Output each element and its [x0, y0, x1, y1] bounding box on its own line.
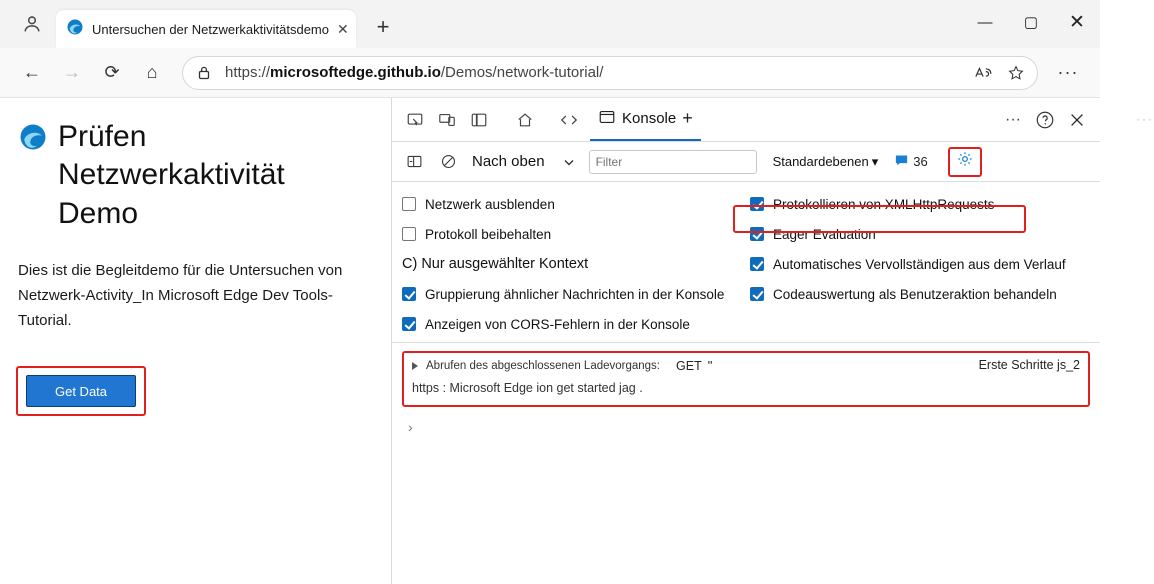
- edge-logo-icon: [66, 18, 84, 41]
- console-log-entry[interactable]: [412, 358, 1080, 373]
- browser-tab[interactable]: [56, 10, 356, 48]
- log-level-selector[interactable]: [773, 154, 879, 170]
- get-data-button[interactable]: Get Data: [26, 375, 136, 407]
- setting-label: Automatisches Vervollständigen aus dem Verlauf: [773, 256, 1066, 272]
- setting-label: Eager Evaluation: [773, 226, 876, 242]
- tab-console-label: Konsole: [622, 110, 677, 127]
- checkbox[interactable]: [750, 197, 764, 211]
- log-level-label: Standardebenen: [772, 154, 869, 169]
- settings-column-right: [750, 194, 1090, 334]
- chevron-down-icon[interactable]: [555, 149, 583, 175]
- setting-treat-eval-as-user-action[interactable]: [750, 284, 1090, 304]
- help-icon[interactable]: [1030, 106, 1060, 134]
- reload-button[interactable]: ⟳: [104, 62, 120, 82]
- setting-label: Gruppierung ähnlicher Nachrichten in der Konsole: [425, 286, 725, 302]
- demo-page: [0, 98, 392, 584]
- browser-more-button[interactable]: ···: [1057, 62, 1079, 82]
- tab-title: Untersuchen der Netzwerkaktivitätsdemo: [92, 21, 329, 37]
- setting-log-xmlhttprequests[interactable]: [750, 194, 1090, 214]
- devtools-toolbar: [392, 98, 1154, 142]
- console-log-highlight: [402, 351, 1090, 407]
- setting-label: Protokollieren von XMLHttpRequests: [773, 196, 995, 212]
- edge-logo-icon: [18, 122, 48, 162]
- checkbox[interactable]: [402, 197, 416, 211]
- content-area: [0, 98, 1154, 584]
- ghost-tab-label: ···: [1136, 112, 1154, 126]
- inspect-icon[interactable]: [400, 106, 430, 134]
- add-panel-icon[interactable]: +: [682, 108, 693, 128]
- console-output: [392, 343, 1100, 584]
- message-count[interactable]: [894, 153, 927, 171]
- window-close-button[interactable]: ✕: [1069, 11, 1085, 33]
- address-bar: [0, 48, 1100, 98]
- elements-icon[interactable]: [554, 106, 584, 134]
- settings-column-left: [402, 194, 742, 334]
- star-icon[interactable]: [1005, 64, 1027, 82]
- browser-tabstrip: [0, 0, 1100, 48]
- device-emulation-icon[interactable]: [432, 106, 462, 134]
- expand-triangle-icon[interactable]: [412, 362, 418, 370]
- console-log-url: https : Microsoft Edge ion get started jag .: [412, 381, 643, 395]
- console-log-quote: ": [707, 358, 713, 373]
- gear-icon[interactable]: [956, 150, 974, 173]
- checkbox[interactable]: [402, 227, 416, 241]
- devtools-close-icon[interactable]: [1062, 106, 1092, 134]
- message-icon: [894, 153, 909, 171]
- dock-side-icon[interactable]: [464, 106, 494, 134]
- console-prompt[interactable]: ›: [408, 419, 413, 435]
- setting-label: Protokoll beibehalten: [425, 226, 552, 242]
- back-button[interactable]: ←: [23, 62, 41, 82]
- checkbox[interactable]: [750, 227, 764, 241]
- close-icon[interactable]: ✕: [337, 20, 349, 37]
- sidebar-icon[interactable]: [400, 149, 428, 175]
- checkbox[interactable]: [750, 257, 764, 271]
- checkbox[interactable]: [402, 287, 416, 301]
- setting-autocomplete-from-history[interactable]: [750, 254, 1090, 274]
- chevron-down-icon: ▾: [871, 153, 879, 169]
- new-tab-button[interactable]: +: [376, 14, 390, 39]
- setting-label: Anzeigen von CORS-Fehlern in der Konsole: [425, 316, 690, 332]
- setting-show-cors-errors[interactable]: [402, 314, 742, 334]
- lock-icon: [193, 65, 215, 81]
- read-aloud-icon[interactable]: [973, 65, 995, 81]
- page-title-text: Prüfen Netzwerkaktivität Demo: [58, 120, 285, 230]
- setting-label: Netzwerk ausblenden: [425, 196, 555, 212]
- filter-input[interactable]: [589, 150, 757, 174]
- console-icon: [598, 108, 616, 130]
- url-text: https://microsoftedge.github.io/Demos/network-tutorial/: [225, 64, 604, 81]
- page-description: Dies ist die Begleitdemo für die Untersuchen von Netzwerk-Activity_In Microsoft Edge Dev Tools-Tutorial.: [18, 262, 343, 329]
- setting-eager-evaluation[interactable]: [750, 224, 1090, 244]
- devtools-panel: [392, 98, 1154, 584]
- setting-group-similar[interactable]: [402, 284, 742, 304]
- devtools-toolbar-right: [998, 106, 1092, 134]
- url-input[interactable]: [182, 56, 1038, 90]
- clear-console-icon[interactable]: [434, 149, 462, 175]
- get-data-highlight: [16, 366, 146, 416]
- context-selector[interactable]: Nach oben: [472, 153, 545, 170]
- page-title: [18, 118, 373, 233]
- profile-icon[interactable]: [14, 6, 50, 42]
- console-filter-bar: [392, 142, 1100, 182]
- maximize-button[interactable]: ▢: [1023, 14, 1039, 31]
- console-log-method: GET: [676, 358, 702, 373]
- console-settings-panel: [392, 182, 1100, 343]
- home-button[interactable]: ⌂: [146, 62, 158, 82]
- setting-preserve-log[interactable]: [402, 224, 742, 244]
- home-icon[interactable]: [510, 106, 540, 134]
- setting-hide-network[interactable]: [402, 194, 742, 214]
- tab-console[interactable]: [590, 99, 701, 141]
- window-controls: [962, 0, 1100, 44]
- setting-label: C) Nur ausgewählter Kontext: [402, 256, 589, 272]
- checkbox[interactable]: [750, 287, 764, 301]
- setting-label: Codeauswertung als Benutzeraktion behandeln: [773, 286, 1057, 302]
- console-log-label: Abrufen des abgeschlossenen Ladevorgangs:: [426, 359, 661, 372]
- console-log-source[interactable]: Erste Schritte js_2: [978, 358, 1080, 372]
- minimize-button[interactable]: —: [977, 13, 993, 31]
- console-settings-highlight: [948, 147, 982, 177]
- message-count-label: 36: [913, 154, 928, 169]
- setting-selected-context-only[interactable]: [402, 254, 742, 274]
- devtools-more-icon[interactable]: ···: [1005, 110, 1021, 128]
- forward-button[interactable]: →: [63, 62, 81, 82]
- checkbox[interactable]: [402, 317, 416, 331]
